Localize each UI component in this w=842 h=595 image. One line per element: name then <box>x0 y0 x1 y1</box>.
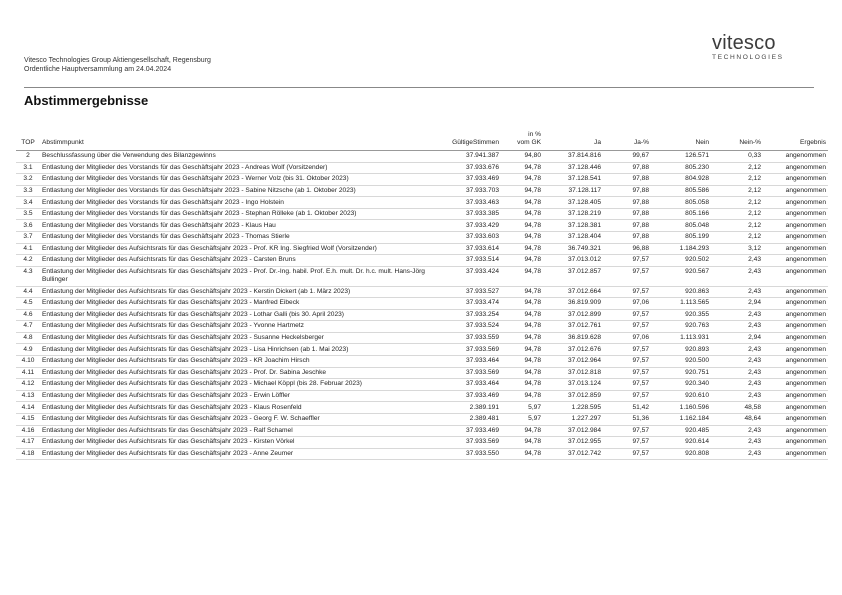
col-header-ergebnis: Ergebnis <box>799 139 826 146</box>
cell-ergebnis: angenommen <box>785 403 826 411</box>
table-row <box>16 390 828 402</box>
cell-gueltige-stimmen: 37.933.527 <box>465 287 499 295</box>
cell-ja-prozent: 97,57 <box>632 391 649 399</box>
cell-ja: 37.128.117 <box>568 186 601 194</box>
cell-abstimmpunkt: Entlastung der Mitglieder des Aufsichtsrats für das Geschäftsjahr 2023 - Michael Köppl (bis 28. Februar 2023) <box>42 380 362 388</box>
cell-in-prozent-gk: 94,78 <box>524 449 541 457</box>
cell-nein: 920.751 <box>685 368 709 376</box>
cell-ergebnis: angenommen <box>785 256 826 264</box>
cell-gueltige-stimmen: 2.389.481 <box>469 415 499 423</box>
cell-nein-prozent: 2,43 <box>748 256 761 264</box>
table-row <box>16 255 828 267</box>
cell-in-prozent-gk: 94,78 <box>524 310 541 318</box>
cell-nein-prozent: 2,43 <box>748 438 761 446</box>
cell-gueltige-stimmen: 37.941.387 <box>465 152 499 160</box>
cell-nein: 805.048 <box>685 221 709 229</box>
cell-top: 4.5 <box>23 299 33 307</box>
cell-nein-prozent: 2,43 <box>748 287 761 295</box>
cell-ja: 37.012.984 <box>567 426 601 434</box>
cell-ja-prozent: 97,57 <box>632 357 649 365</box>
table-row <box>16 413 828 425</box>
cell-ja-prozent: 97,06 <box>632 334 649 342</box>
cell-top: 4.14 <box>21 403 35 411</box>
cell-gueltige-stimmen: 37.933.614 <box>465 244 499 252</box>
cell-nein: 920.567 <box>685 267 709 275</box>
cell-nein-prozent: 2,12 <box>748 163 761 171</box>
cell-abstimmpunkt: Entlastung der Mitglieder des Aufsichtsrats für das Geschäftsjahr 2023 - Prof. Dr.-Ing. habil. Prof. E.h. mult. Dr. h.c. mult. Hans-Jörg Bullinger <box>42 267 425 284</box>
cell-ja: 37.012.664 <box>567 287 601 295</box>
cell-ja: 36.819.628 <box>567 334 601 342</box>
cell-abstimmpunkt: Entlastung der Mitglieder des Aufsichtsrats für das Geschäftsjahr 2023 - Lisa Hinrichsen (ab 1. Mai 2023) <box>42 345 349 353</box>
cell-top: 4.10 <box>21 357 35 365</box>
company-header <box>24 56 211 74</box>
table-row <box>16 367 828 379</box>
cell-gueltige-stimmen: 37.933.569 <box>465 438 499 446</box>
cell-top: 3.3 <box>23 186 33 194</box>
cell-ja-prozent: 97,57 <box>632 438 649 446</box>
cell-ergebnis: angenommen <box>785 438 826 446</box>
cell-ergebnis: angenommen <box>785 299 826 307</box>
cell-nein-prozent: 48,58 <box>744 403 761 411</box>
cell-abstimmpunkt: Entlastung der Mitglieder des Aufsichtsrats für das Geschäftsjahr 2023 - Georg F. W. Schaeffler <box>42 415 320 423</box>
cell-ja: 36.819.909 <box>567 299 601 307</box>
cell-ergebnis: angenommen <box>785 345 826 353</box>
cell-nein-prozent: 0,33 <box>748 152 761 160</box>
cell-top: 4.15 <box>21 415 35 423</box>
cell-ja-prozent: 97,57 <box>632 287 649 295</box>
logo-subtitle: TECHNOLOGIES <box>712 54 784 61</box>
cell-abstimmpunkt: Entlastung der Mitglieder des Vorstands für das Geschäftsjahr 2023 - Andreas Wolf (Vorsitzender) <box>42 163 328 171</box>
cell-abstimmpunkt: Entlastung der Mitglieder des Vorstands für das Geschäftsjahr 2023 - Thomas Stierle <box>42 233 290 241</box>
cell-nein: 920.614 <box>685 438 709 446</box>
cell-ja-prozent: 97,57 <box>632 310 649 318</box>
cell-nein: 920.610 <box>685 391 709 399</box>
cell-in-prozent-gk: 5,97 <box>528 403 541 411</box>
cell-top: 4.16 <box>21 426 35 434</box>
cell-ergebnis: angenommen <box>785 368 826 376</box>
cell-ergebnis: angenommen <box>785 391 826 399</box>
cell-ja: 37.012.955 <box>567 438 601 446</box>
cell-abstimmpunkt: Entlastung der Mitglieder des Vorstands für das Geschäftsjahr 2023 - Klaus Hau <box>42 221 276 229</box>
cell-nein: 1.160.596 <box>679 403 709 411</box>
cell-ergebnis: angenommen <box>785 380 826 388</box>
table-row <box>16 425 828 437</box>
cell-ergebnis: angenommen <box>785 152 826 160</box>
table-row <box>16 208 828 220</box>
cell-ja-prozent: 97,57 <box>632 256 649 264</box>
cell-top: 4.4 <box>23 287 33 295</box>
cell-in-prozent-gk: 94,78 <box>524 357 541 365</box>
cell-abstimmpunkt: Entlastung der Mitglieder des Aufsichtsrats für das Geschäftsjahr 2023 - Ralf Schamel <box>42 426 293 434</box>
cell-abstimmpunkt: Entlastung der Mitglieder des Aufsichtsrats für das Geschäftsjahr 2023 - Erwin Löffler <box>42 391 290 399</box>
cell-in-prozent-gk: 94,78 <box>524 391 541 399</box>
cell-nein: 920.808 <box>685 449 709 457</box>
cell-abstimmpunkt: Entlastung der Mitglieder des Aufsichtsrats für das Geschäftsjahr 2023 - Kerstin Dickert (ab 1. März 2023) <box>42 287 351 295</box>
cell-top: 4.18 <box>21 449 35 457</box>
cell-gueltige-stimmen: 37.933.474 <box>465 299 499 307</box>
col-header-abstimmpunkt: Abstimmpunkt <box>42 139 84 146</box>
cell-gueltige-stimmen: 37.933.464 <box>465 357 499 365</box>
cell-gueltige-stimmen: 37.933.676 <box>465 163 499 171</box>
cell-in-prozent-gk: 94,78 <box>524 380 541 388</box>
cell-ja: 37.128.405 <box>567 198 601 206</box>
cell-nein: 920.340 <box>685 380 709 388</box>
cell-ergebnis: angenommen <box>785 287 826 295</box>
col-header-ja-prozent: Ja-% <box>633 139 649 146</box>
cell-ja: 37.128.446 <box>567 163 601 171</box>
cell-abstimmpunkt: Entlastung der Mitglieder des Aufsichtsrats für das Geschäftsjahr 2023 - Manfred Eibeck <box>42 299 300 307</box>
cell-ja-prozent: 97,88 <box>632 233 649 241</box>
cell-top: 4.7 <box>23 322 33 330</box>
cell-nein: 805.058 <box>685 198 709 206</box>
cell-ergebnis: angenommen <box>785 415 826 423</box>
cell-ja: 37.128.404 <box>567 233 601 241</box>
cell-nein: 1.113.931 <box>680 334 709 342</box>
cell-in-prozent-gk: 94,78 <box>524 267 541 275</box>
cell-nein-prozent: 2,94 <box>748 334 761 342</box>
cell-ja: 37.013.012 <box>567 256 601 264</box>
table-row <box>16 197 828 209</box>
cell-ergebnis: angenommen <box>785 357 826 365</box>
cell-ja: 37.012.676 <box>567 345 601 353</box>
cell-ja-prozent: 97,57 <box>632 345 649 353</box>
cell-gueltige-stimmen: 37.933.464 <box>465 380 499 388</box>
cell-in-prozent-gk: 94,78 <box>524 221 541 229</box>
cell-ja: 37.012.899 <box>567 310 601 318</box>
table-row <box>16 448 828 460</box>
cell-ja-prozent: 97,88 <box>632 210 649 218</box>
cell-nein-prozent: 2,12 <box>748 186 761 194</box>
cell-gueltige-stimmen: 37.933.463 <box>465 198 499 206</box>
cell-ja: 37.013.124 <box>567 380 601 388</box>
cell-abstimmpunkt: Entlastung der Mitglieder des Aufsichtsrats für das Geschäftsjahr 2023 - Prof. Dr. Sabina Jeschke <box>42 368 327 376</box>
cell-in-prozent-gk: 94,80 <box>524 152 541 160</box>
cell-ja: 37.128.219 <box>567 210 601 218</box>
table-row <box>16 232 828 244</box>
cell-ja: 1.227.297 <box>571 415 601 423</box>
vitesco-logo <box>712 33 812 62</box>
cell-abstimmpunkt: Entlastung der Mitglieder des Aufsichtsrats für das Geschäftsjahr 2023 - Yvonne Hartmetz <box>42 322 304 330</box>
cell-ja: 37.128.541 <box>567 175 601 183</box>
cell-nein-prozent: 2,12 <box>748 233 761 241</box>
cell-top: 4.8 <box>23 334 33 342</box>
cell-gueltige-stimmen: 37.933.569 <box>465 345 499 353</box>
cell-ja-prozent: 97,57 <box>632 322 649 330</box>
cell-ja-prozent: 97,88 <box>632 198 649 206</box>
cell-in-prozent-gk: 94,78 <box>524 334 541 342</box>
results-table <box>16 131 828 460</box>
cell-nein: 805.166 <box>685 210 709 218</box>
cell-abstimmpunkt: Entlastung der Mitglieder des Aufsichtsrats für das Geschäftsjahr 2023 - Lothar Galli (bis 30. April 2023) <box>42 310 345 318</box>
table-row <box>16 356 828 368</box>
cell-ja: 36.749.321 <box>567 244 601 252</box>
table-row <box>16 243 828 255</box>
table-header-row <box>16 131 828 151</box>
cell-nein: 920.893 <box>685 345 709 353</box>
cell-ergebnis: angenommen <box>785 163 826 171</box>
cell-nein: 920.485 <box>685 426 709 434</box>
cell-top: 4.12 <box>21 380 35 388</box>
cell-ergebnis: angenommen <box>785 267 826 275</box>
cell-ja-prozent: 97,88 <box>632 186 649 194</box>
cell-nein-prozent: 2,43 <box>748 380 761 388</box>
cell-ja-prozent: 97,57 <box>632 267 649 275</box>
table-row <box>16 174 828 186</box>
cell-gueltige-stimmen: 37.933.524 <box>465 322 499 330</box>
cell-nein-prozent: 2,94 <box>748 299 761 307</box>
cell-ergebnis: angenommen <box>785 334 826 342</box>
table-row <box>16 151 828 163</box>
cell-ergebnis: angenommen <box>785 175 826 183</box>
cell-abstimmpunkt: Entlastung der Mitglieder des Vorstands für das Geschäftsjahr 2023 - Werner Volz (bis 31. Oktober 2023) <box>42 175 349 183</box>
cell-in-prozent-gk: 94,78 <box>524 345 541 353</box>
cell-abstimmpunkt: Entlastung der Mitglieder des Aufsichtsrats für das Geschäftsjahr 2023 - Kirsten Vörkel <box>42 438 295 446</box>
cell-top: 2 <box>26 152 30 160</box>
cell-nein: 805.199 <box>685 233 709 241</box>
cell-ja: 37.814.816 <box>567 152 601 160</box>
cell-top: 4.6 <box>23 310 33 318</box>
cell-nein: 920.500 <box>685 357 709 365</box>
cell-nein-prozent: 48,64 <box>744 415 761 423</box>
cell-ja: 37.012.818 <box>567 368 601 376</box>
table-body <box>16 151 828 460</box>
table-row <box>16 402 828 414</box>
cell-nein: 920.763 <box>685 322 709 330</box>
col-header-nein: Nein <box>695 139 709 146</box>
cell-in-prozent-gk: 94,78 <box>524 175 541 183</box>
cell-top: 3.2 <box>23 175 33 183</box>
cell-nein-prozent: 2,43 <box>748 368 761 376</box>
table-row <box>16 266 828 286</box>
cell-in-prozent-gk: 94,78 <box>524 322 541 330</box>
cell-nein-prozent: 2,43 <box>748 449 761 457</box>
cell-nein: 1.184.293 <box>679 244 709 252</box>
cell-top: 3.5 <box>23 210 33 218</box>
cell-top: 3.7 <box>23 233 33 241</box>
cell-nein-prozent: 2,12 <box>748 221 761 229</box>
cell-nein: 805.586 <box>685 186 709 194</box>
cell-ergebnis: angenommen <box>785 221 826 229</box>
cell-abstimmpunkt: Entlastung der Mitglieder des Aufsichtsrats für das Geschäftsjahr 2023 - KR Joachim Hirsch <box>42 357 310 365</box>
cell-ja: 1.228.595 <box>571 403 601 411</box>
cell-ja-prozent: 97,88 <box>632 221 649 229</box>
cell-ergebnis: angenommen <box>785 449 826 457</box>
page-title: Abstimmergebnisse <box>24 93 149 108</box>
cell-in-prozent-gk: 5,97 <box>528 415 541 423</box>
col-header-in-prozent-gk <box>501 131 543 151</box>
cell-ja: 37.012.761 <box>567 322 601 330</box>
cell-in-prozent-gk: 94,78 <box>524 256 541 264</box>
cell-ja: 37.128.381 <box>567 221 601 229</box>
cell-nein: 920.502 <box>685 256 709 264</box>
cell-nein-prozent: 2,43 <box>748 345 761 353</box>
company-name: Vitesco Technologies Group Aktiengesellschaft, Regensburg <box>24 57 211 64</box>
col-header-gk-line1: in % <box>528 131 541 138</box>
cell-ergebnis: angenommen <box>785 210 826 218</box>
logo-wordmark: vitesco <box>712 32 776 54</box>
cell-abstimmpunkt: Entlastung der Mitglieder des Aufsichtsrats für das Geschäftsjahr 2023 - Anne Zeumer <box>42 449 294 457</box>
cell-in-prozent-gk: 94,78 <box>524 287 541 295</box>
cell-in-prozent-gk: 94,78 <box>524 426 541 434</box>
cell-nein-prozent: 2,12 <box>748 198 761 206</box>
cell-in-prozent-gk: 94,78 <box>524 368 541 376</box>
cell-nein: 920.355 <box>685 310 709 318</box>
cell-top: 3.4 <box>23 198 33 206</box>
cell-ergebnis: angenommen <box>785 233 826 241</box>
cell-ergebnis: angenommen <box>785 244 826 252</box>
cell-in-prozent-gk: 94,78 <box>524 244 541 252</box>
col-header-gk-line2: vom GK <box>517 139 541 146</box>
cell-top: 4.2 <box>23 256 33 264</box>
cell-gueltige-stimmen: 2.389.191 <box>469 403 499 411</box>
cell-in-prozent-gk: 94,78 <box>524 438 541 446</box>
table-row <box>16 185 828 197</box>
cell-in-prozent-gk: 94,78 <box>524 210 541 218</box>
cell-ja-prozent: 96,88 <box>632 244 649 252</box>
cell-ergebnis: angenommen <box>785 322 826 330</box>
cell-gueltige-stimmen: 37.933.550 <box>465 449 499 457</box>
cell-gueltige-stimmen: 37.933.559 <box>465 334 499 342</box>
col-header-ja: Ja <box>594 139 601 146</box>
table-row <box>16 309 828 321</box>
cell-nein-prozent: 2,43 <box>748 426 761 434</box>
table-row <box>16 286 828 298</box>
table-row <box>16 321 828 333</box>
cell-ja-prozent: 51,36 <box>632 415 649 423</box>
header-divider <box>24 87 814 88</box>
cell-ergebnis: angenommen <box>785 186 826 194</box>
cell-nein: 126.571 <box>685 152 709 160</box>
cell-top: 4.17 <box>21 438 35 446</box>
cell-nein-prozent: 3,12 <box>748 244 761 252</box>
cell-in-prozent-gk: 94,78 <box>524 163 541 171</box>
cell-gueltige-stimmen: 37.933.603 <box>465 233 499 241</box>
cell-gueltige-stimmen: 37.933.569 <box>465 368 499 376</box>
cell-top: 4.1 <box>23 244 33 252</box>
cell-top: 4.13 <box>21 391 35 399</box>
cell-gueltige-stimmen: 37.933.385 <box>465 210 499 218</box>
cell-nein: 1.162.184 <box>679 415 709 423</box>
cell-abstimmpunkt: Entlastung der Mitglieder des Vorstands für das Geschäftsjahr 2023 - Sabine Nitzsche (ab 1. Oktober 2023) <box>42 186 356 194</box>
col-header-top: TOP <box>21 139 35 146</box>
cell-abstimmpunkt: Entlastung der Mitglieder des Aufsichtsrats für das Geschäftsjahr 2023 - Susanne Heckelsberger <box>42 334 324 342</box>
cell-top: 4.11 <box>21 368 35 376</box>
cell-ja-prozent: 99,67 <box>632 152 649 160</box>
cell-gueltige-stimmen: 37.933.469 <box>465 391 499 399</box>
table-row <box>16 162 828 174</box>
cell-ja: 37.012.859 <box>567 391 601 399</box>
cell-ja-prozent: 97,88 <box>632 163 649 171</box>
table-row <box>16 379 828 391</box>
cell-ergebnis: angenommen <box>785 310 826 318</box>
table-row <box>16 344 828 356</box>
cell-ja-prozent: 97,57 <box>632 426 649 434</box>
cell-ja-prozent: 97,57 <box>632 380 649 388</box>
cell-gueltige-stimmen: 37.933.254 <box>465 310 499 318</box>
cell-nein: 1.113.565 <box>680 299 709 307</box>
cell-ergebnis: angenommen <box>785 426 826 434</box>
cell-ja-prozent: 97,88 <box>632 175 649 183</box>
cell-nein: 804.928 <box>685 175 709 183</box>
cell-gueltige-stimmen: 37.933.429 <box>465 221 499 229</box>
cell-ja-prozent: 97,06 <box>632 299 649 307</box>
table-row <box>16 298 828 310</box>
cell-nein: 805.230 <box>685 163 709 171</box>
cell-in-prozent-gk: 94,78 <box>524 299 541 307</box>
table-row <box>16 220 828 232</box>
cell-nein-prozent: 2,43 <box>748 357 761 365</box>
cell-gueltige-stimmen: 37.933.703 <box>465 186 499 194</box>
cell-top: 4.9 <box>23 345 33 353</box>
cell-abstimmpunkt: Entlastung der Mitglieder des Aufsichtsrats für das Geschäftsjahr 2023 - Prof. KR Ing. Siegfried Wolf (Vorsitzender) <box>42 244 377 252</box>
cell-nein-prozent: 2,43 <box>748 267 761 275</box>
cell-abstimmpunkt: Entlastung der Mitglieder des Vorstands für das Geschäftsjahr 2023 - Ingo Holstein <box>42 198 284 206</box>
cell-top: 4.3 <box>23 267 33 275</box>
cell-nein-prozent: 2,43 <box>748 310 761 318</box>
cell-top: 3.1 <box>23 163 33 171</box>
cell-nein-prozent: 2,12 <box>748 210 761 218</box>
cell-abstimmpunkt: Beschlussfassung über die Verwendung des Bilanzgewinns <box>42 152 216 160</box>
cell-gueltige-stimmen: 37.933.469 <box>465 175 499 183</box>
cell-nein-prozent: 2,43 <box>748 391 761 399</box>
col-header-nein-prozent: Nein-% <box>739 139 761 146</box>
cell-ergebnis: angenommen <box>785 198 826 206</box>
meeting-info: Ordentliche Hauptversammlung am 24.04.2024 <box>24 66 172 73</box>
cell-abstimmpunkt: Entlastung der Mitglieder des Vorstands für das Geschäftsjahr 2023 - Stephan Rölleke (ab 1. Oktober 2023) <box>42 210 357 218</box>
cell-ja: 37.012.742 <box>567 449 601 457</box>
cell-gueltige-stimmen: 37.933.469 <box>465 426 499 434</box>
table-row <box>16 332 828 344</box>
cell-gueltige-stimmen: 37.933.424 <box>465 267 499 275</box>
col-header-gueltige-stimmen: GültigeStimmen <box>452 139 499 146</box>
cell-abstimmpunkt: Entlastung der Mitglieder des Aufsichtsrats für das Geschäftsjahr 2023 - Carsten Bruns <box>42 256 296 264</box>
cell-nein-prozent: 2,12 <box>748 175 761 183</box>
cell-gueltige-stimmen: 37.933.514 <box>465 256 499 264</box>
cell-ja-prozent: 97,57 <box>632 449 649 457</box>
table-row <box>16 437 828 449</box>
cell-in-prozent-gk: 94,78 <box>524 233 541 241</box>
cell-top: 3.6 <box>23 221 33 229</box>
cell-in-prozent-gk: 94,78 <box>524 198 541 206</box>
cell-abstimmpunkt: Entlastung der Mitglieder des Aufsichtsrats für das Geschäftsjahr 2023 - Klaus Rosenfeld <box>42 403 302 411</box>
cell-ja: 37.012.964 <box>567 357 601 365</box>
cell-nein: 920.863 <box>685 287 709 295</box>
cell-ja: 37.012.857 <box>567 267 601 275</box>
cell-ja-prozent: 97,57 <box>632 368 649 376</box>
cell-ja-prozent: 51,42 <box>632 403 649 411</box>
cell-in-prozent-gk: 94,78 <box>524 186 541 194</box>
cell-nein-prozent: 2,43 <box>748 322 761 330</box>
